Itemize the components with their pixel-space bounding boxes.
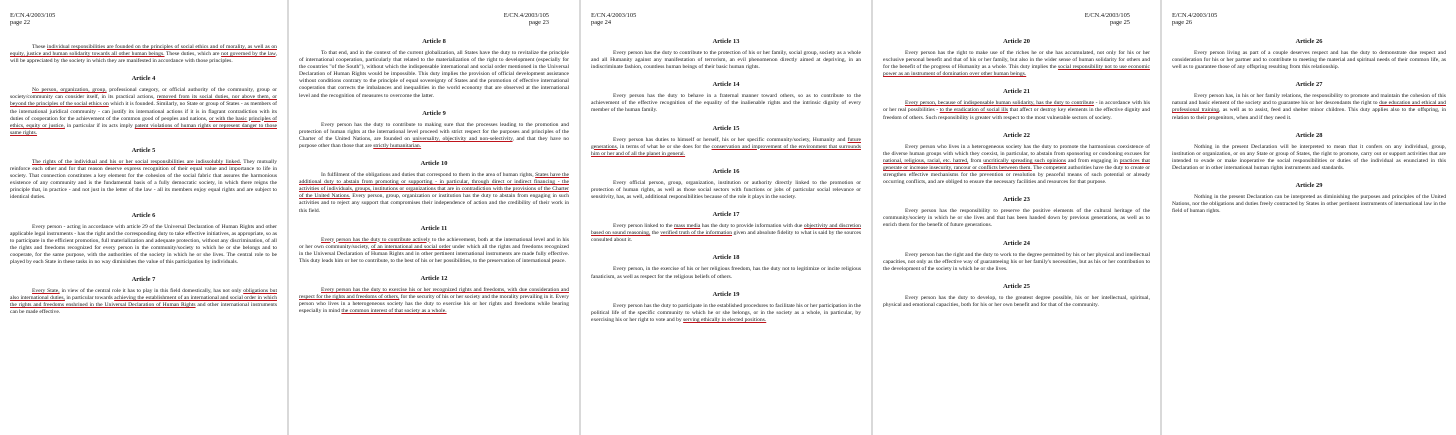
paragraph-text: These [32,44,47,50]
article-heading: Article 8 [422,38,446,45]
paragraph-text: Every person has, in his or her family relations, the responsibility to promote and maintain the cohesion of this natural and basic element of the society and to guarantee his or her descendants the right to [1172,93,1446,107]
article-paragraph [1172,144,1446,172]
paragraph-text: Nothing in the present Declaration can be interpreted as diminishing the purposes and principles of the United Nations, nor the obligations and duties freely contracted by States in other pertinent instruments of international law in the field of human rights. [1172,194,1446,215]
paragraph-text: Every person has the responsibility to preserve the positive elements of the cultural heritage of the community/society in which he or she lives and that has been handed down by previous generations, as well as to enrich them for the benefit of future generations. [883,208,1150,229]
highlighted-text: achieving the establishment of an international and social order in which the rights and freedoms enshrined in the Universal Declaration of Human Rights [10,295,277,309]
article-heading: Article 27 [1295,81,1323,89]
page-header [10,12,277,28]
page-header [883,12,1150,28]
article-heading: Article 28 [1295,131,1323,139]
article-paragraph [10,224,277,267]
page-header [591,12,861,28]
article-paragraph [883,100,1150,121]
highlighted-text: strictly humanitarian. [373,142,422,149]
highlighted-text: social responsibility not to use economic power as an instrument of domination over other human beings. [883,64,1150,78]
page-divider [579,0,581,435]
highlighted-text: patent violations of human rights or represent danger to those same rights. [10,122,277,136]
article-heading: Article 9 [422,109,446,117]
highlighted-text: The rights of the individual and his or her social responsibilities are indissolubly linked. [32,158,242,165]
paragraph-text: Every person has duties to himself or herself, his or her specific community/society, Humanity and [613,136,848,143]
paragraph-text: that affect or destroy key elements in the effective dignity and freedom of others. Such responsibility is greater with respect to the most vulnerable sectors of society. [883,107,1150,121]
article-heading: Article 7 [131,276,156,284]
article-heading: Article 10 [420,160,448,168]
document-page [873,0,1160,435]
paragraph-text: and from engaging in [1066,157,1120,164]
paragraph-text: Nothing in the present Declaration will be interpreted to mean that it confers on any individual, group, institution or organization, or on any State or group of States, the right to promote, carry out or support activities that are intended to evade or make inoperative the social responsibilities or duties of the individual as enunciated in this Declaration or in other international human rights instruments and standards. [1172,143,1446,171]
article-paragraph [10,87,277,137]
highlighted-text: States have the additional duty to abstain from promoting or supporting - in particular, through direct or indirect financing - the activities of individuals, groups, institutions or organizations that are in contradiction with the provisions of the Charter of the United Nations. [299,172,569,200]
document-page [581,0,871,435]
article-paragraph [591,137,861,158]
paragraph-text: which it is founded. Similarly, no State or group of States - as members of the international juridical community - can justify its international actions if it is in flagrant contradiction with its duties of cooperation for the achievement of the common good of peoples and nations, [10,101,277,122]
highlighted-text: or with the basic principles of ethics, equity or justice, [10,115,277,129]
article-heading: Article 29 [1295,182,1323,190]
paragraph-text: These duties, which are [164,51,222,58]
article-paragraph [591,50,861,71]
article-paragraph [591,93,861,114]
document-page [0,0,287,435]
article-paragraph [591,180,861,201]
highlighted-text: conservation and improvement of the environment that surrounds him or her and of all the planet in general. [591,143,861,157]
article-paragraph [1172,93,1446,121]
document-symbol: E/CN.4/2003/105 [591,12,637,19]
paragraph-text: professional category, or official authority of the community, group or society/community can consider itself, in its practical actions, [10,87,277,101]
highlighted-text: obligations but also international duties, [10,288,277,302]
paragraph-text: , will be appreciated by the society in which they are manifested in accordance with those principles. [10,51,277,65]
paragraph-text: In fulfilment of the obligations and duties that correspond to them in the area of human rights, [321,172,536,179]
highlighted-text: Every person, because of indispensable human solidarity, has the duty to contribute [905,100,1095,107]
article-paragraph [591,223,861,244]
article-paragraph [591,266,861,280]
page-number: page 22 [10,19,31,27]
highlighted-text: Every person has the duty to exercise his or her recognized rights and freedoms, with due consideration and respect for the rights and freedoms of others, [299,286,569,301]
article-paragraph [10,44,277,65]
document-symbol: E/CN.4/2003/105 [10,12,56,19]
highlighted-text: of an international and social order [371,243,451,250]
article-paragraph [883,295,1150,309]
page-header [299,12,569,28]
article-heading: Article 22 [1003,131,1030,139]
paragraph-text: , as well as to assist, feed and shelter minor children. This duty applies also to the offspring, in relation to their progenitors, when and if they need it. [1172,107,1447,121]
highlighted-text: future generations [591,136,861,150]
article-paragraph [299,172,569,215]
article-paragraph [299,122,569,150]
paragraph-text: Every person has the duty to participate in the established procedures to facilitate his or her participation in the political life of the specific community to which he or she belongs, or in the society as a whole, in particular, by exercising his or her right to vote and by [591,302,861,323]
highlighted-text: practices that generate or increase insecurity, rancour or conflicts between them. [883,157,1150,171]
highlighted-text: mass media [673,223,701,230]
article-heading: Article 6 [131,211,156,219]
article-paragraph [883,144,1150,187]
article-paragraph [883,252,1150,273]
page-number: page 26 [1172,19,1193,27]
article-heading: Article 26 [1295,38,1323,45]
paragraph-text: given and absolute fidelity to what is said by the sources consulted about it. [591,230,861,244]
paragraph-text: Every person has the duty to develop, to the greatest degree possible, his or her intellectual, spiritual, physical and emotional capacities, both for his or her own benefit and for that of the community. [883,294,1150,308]
article-heading: Article 20 [1003,38,1030,45]
highlighted-text: national, religious, racial, etc. hatred, [883,157,969,164]
document-symbol: E/CN.4/2003/105 [503,12,549,19]
highlighted-text: individual responsibilities are founded on the principles of social ethics and of morality, as well as on equity, justice and human solidarity towards all other human beings. [10,44,277,58]
article-heading: Article 17 [712,211,740,219]
article-paragraph [299,287,569,315]
page-divider [1160,0,1162,435]
highlighted-text: Every person has the duty to contribute actively [321,236,431,243]
paragraph-text: Every person who lives in a heterogeneous society has the duty to promote the harmonious coexistence of the diverse human groups with which they coexist, in particular, to abstain from sponsoring or condoning excuses for [883,143,1150,157]
article-paragraph [10,288,277,316]
paragraph-text: Every person, group, organization or institution has the duty to abstain from engaging in such activities and to reject any support that compromises their independence of action and the credibility of their work in this field. [299,193,569,214]
article-heading: Article 19 [712,290,740,298]
article-paragraph [591,303,861,324]
paragraph-text: , and that they have no purpose other than those that are [299,135,569,149]
document-symbol: E/CN.4/2003/105 [1084,12,1130,19]
paragraph-text: They mutually reinforce each other and for that reason deserve express recognition of their equal value and importance to life in society. That connection constitutes a key element for the cohesion of the social fabric that assures the harmonious existence of any community and is the fundamental basis of a fully democratic society, in which there reigns the principle that, in practice - and not just in the letter of the law - all its members enjoy equal rights and are subject to identical duties. [10,158,278,201]
article-heading: Article 25 [1003,282,1030,290]
article-heading: Article 5 [131,146,156,154]
paragraph-text: for the security of his or her society and the morality prevailing in it. Every person who lives in a heterogeneous society has the duty to exercise his or her rights and freedoms while bearing especially in mind [299,294,569,315]
article-heading: Article 4 [131,75,156,83]
highlighted-text: the common interest of that society as a whole. [341,308,447,315]
highlighted-text: verified truth of the information [660,230,733,237]
paragraph-text: has the duty to provide information with due [700,223,804,230]
paragraph-text: in particular towards [64,295,115,302]
document-page [289,0,579,435]
paragraph-text: To that end, and in the context of the current globalization, all States have the duty to revitalize the principle of international cooperation, particularly that related to the materialization of the right to development (especially for the countries "of the South"), without which the indispensable international and social order mentioned in the Universal Declaration of Human Rights would be impossible. This duty implies the provision of official development assistance without conditions contrary to the principle of equal sovereignty of States and the promotion of effective international cooperation that corrects the imbalances and inequalities in the world economy that are observed at the international level and the recognition of measures to overcome the latter. [299,50,569,99]
article-heading: Article 13 [712,38,740,45]
highlighted-text: due education and ethical and professional training [1172,100,1446,114]
article-paragraph [883,208,1150,229]
paragraph-text: The competent authorities have the duty to create or strengthen effective mechanisms for the prevention or resolution by peaceful means of such potential or already occurring conflicts, and are obliged to ensure the necessary facilities and resources for that purpose. [883,164,1150,186]
paragraph-text: and other international instruments can be made effective. [10,302,277,316]
article-heading: Article 21 [1003,88,1030,96]
page-number: page 24 [591,19,612,27]
page-number: page 25 [1109,19,1130,27]
highlighted-text: uncritically spreading such opinions [983,157,1066,164]
highlighted-text: removed from its social duties, nor above them, or beyond the principles of the social ethics on [10,94,277,108]
highlighted-text: universality, objectivity and non-selectivity [412,135,513,142]
paragraph-text: Every person living as part of a couple deserves respect and has the duty to demonstrate due respect and consideration for his or her partner and to contribute to meeting the material and spiritual needs of their common life, as well as to guarantee those of any offspring resulting from this relationship. [1172,50,1446,71]
article-heading: Article 12 [420,274,448,282]
article-heading: Article 23 [1003,196,1030,204]
paragraph-text: Every person has the duty to behave in a fraternal manner toward others, so as to contribute to the achievement of the effective recognition of the equality of the inalienable rights and the intrinsic dignity of every member of the human family. [591,93,861,114]
article-heading: Article 11 [420,224,448,232]
paragraph-text: in particular if its acts imply [64,122,135,129]
article-heading: Article 14 [712,81,740,89]
paragraph-text: Every person has the right to make use of the riches he or she has accumulated, not only for his or her exclusive personal benefit and that of his or her family, but also in the wider sense of human solidarity for others and for the benefit of the progress of Humanity as a whole. This duty implies the [883,50,1150,71]
paragraph-text: Every person - acting in accordance with article 29 of the Universal Declaration of Human Rights and other applicable legal instruments - has the right and the corresponding duty to take effective initiatives, as appropriate, so as to participate in the efficient promotion, full materialization and adequate protection, without any discrimination, of all the rights and freedoms recognized for every person in the community/society to which he or she belongs and to cooperate, for the same purpose, with the authorities of the society in which he or she lives. The central role to be played by each State in these tasks in no way diminishes the value of this participation by individuals. [10,223,277,265]
document-symbol: E/CN.4/2003/105 [1172,12,1218,19]
paragraph-text: the [650,230,661,237]
article-paragraph [299,50,569,100]
article-paragraph [1172,194,1446,215]
paragraph-text: , in terms of what he or she does for the [616,143,712,150]
highlighted-text: not governed by the law [221,51,276,58]
paragraph-text: - in accordance with his or her real possibilities - [883,100,1150,114]
highlighted-text: No person, organization, group, [32,87,107,94]
paragraph-text: Every person linked to the [613,223,674,230]
highlighted-text: Every State, [32,288,60,295]
paragraph-text: to the achievement, both at the international level and in his or her own community/society, [299,236,569,250]
page-divider [287,0,289,435]
article-heading: Article 15 [712,124,740,132]
article-heading: Article 18 [712,254,740,262]
page-divider [871,0,873,435]
paragraph-text: from [968,157,984,164]
document-page [1162,0,1456,435]
highlighted-text: serving ethically in elected positions. [683,316,767,323]
article-heading: Article 16 [712,167,740,175]
highlighted-text: objectivity and discretion based on sound reasoning, [591,223,861,237]
article-paragraph [299,237,569,265]
highlighted-text: to the eradication of social ills [939,107,1009,114]
paragraph-text: Every person, in the exercise of his or her religious freedom, has the duty not to legitimize or incite religious fanaticism, as well as respect for the religious beliefs of others. [591,266,861,280]
article-paragraph [10,159,277,202]
paragraph-text: Every person has the duty to contribute to the protection of his or her family, social group, society as a whole and all Humanity against any manifestation of terrorism, an evil phenomenon directly aimed at depriving, in an indiscriminate fashion, countless human beings of their basic human rights. [591,50,861,71]
paragraph-text: Every person has the duty to contribute to making sure that the processes leading to the promotion and protection of human rights at the international level proceed with strict respect for the purposes and principles of the Charter of the United Nations, are founded on [299,121,569,142]
article-paragraph [883,50,1150,78]
article-paragraph [1172,50,1446,71]
paragraph-text: under which all the rights and freedoms recognized in the Universal Declaration of Human Rights and in other pertinent international instruments are made fully effective. This duty leads him or her to contribute, to the best of his or her possibilities, to the preservation of international peace. [299,243,569,264]
paragraph-text: Every person has the right and the duty to work to the degree permitted by his or her physical and intellectual capacities, not only as the effective way of guaranteeing his or her family's necessities, but as his or her contribution to the development of the society in which he or she lives. [883,251,1150,272]
page-number: page 23 [528,19,549,27]
article-heading: Article 24 [1003,239,1030,247]
paragraph-text: in view of the central role it has to play in this field domestically, has not only [59,288,244,295]
paragraph-text: Every official person, group, organization, institution or authority directly linked to the promotion or protection of human rights, as well as those social sectors with functions or jobs of particular social relevance or sensitivity, has, as well, additional responsibilities because of the role it plays in the society. [591,179,861,201]
page-header [1172,12,1446,28]
